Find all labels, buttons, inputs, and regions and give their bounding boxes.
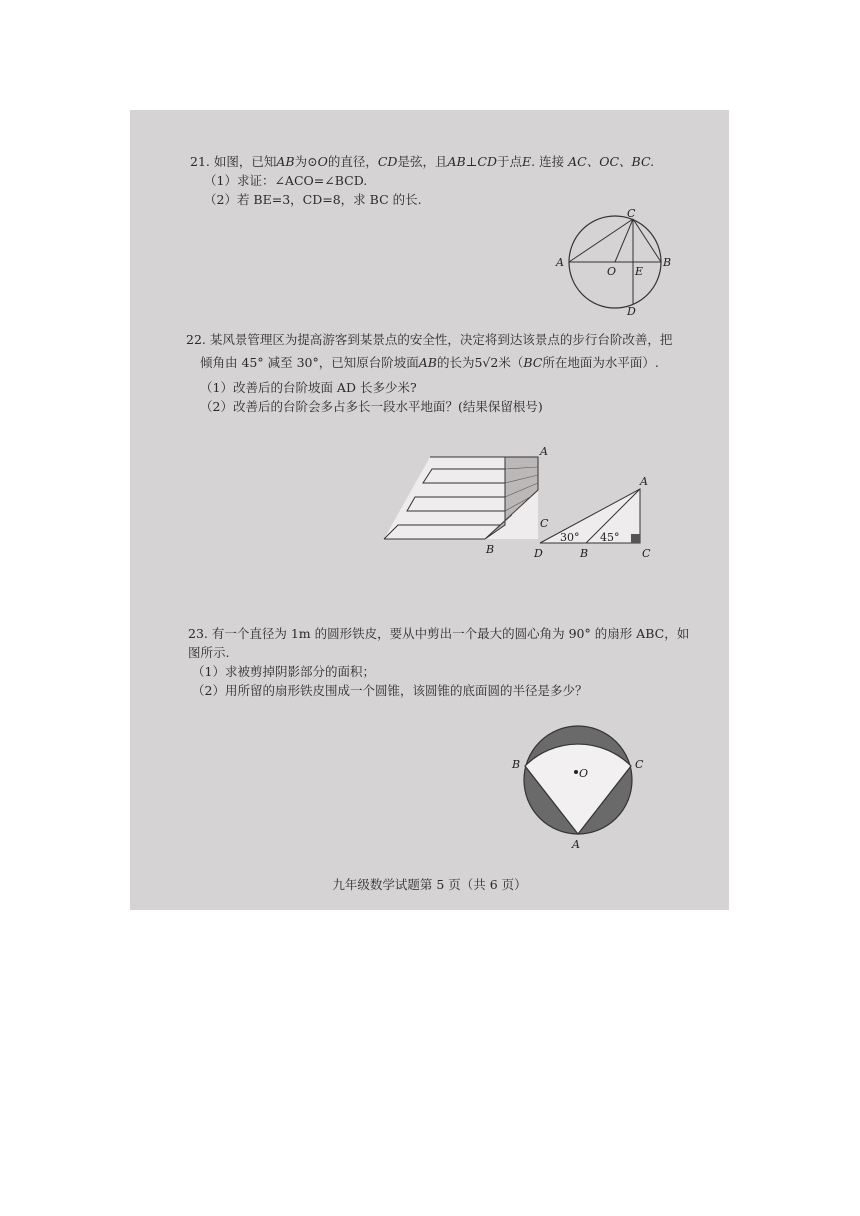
q21-stem-text: 连接 bbox=[539, 154, 565, 169]
question-23 bbox=[188, 624, 689, 700]
q23-label-a: A bbox=[572, 838, 580, 851]
q23-label-o: O bbox=[579, 767, 589, 780]
q22-part-1: （1）改善后的台阶坡面 AD 长多少米? bbox=[200, 380, 417, 395]
q22-tri-label-d: D bbox=[534, 547, 543, 560]
q22-bc: BC bbox=[523, 355, 543, 370]
exam-page bbox=[130, 110, 729, 910]
q23-stem-line-1: 23. 有一个直径为 1m 的圆形铁皮，要从中剪出一个最大的圆心角为 90° 的扇形 ABC，如 bbox=[188, 626, 690, 641]
q21-stem bbox=[190, 152, 654, 171]
q22-stairs-figure bbox=[380, 445, 550, 560]
q21-segment-ac bbox=[569, 219, 633, 262]
q21-ab: AB bbox=[276, 154, 295, 169]
q22-length: 5√2 bbox=[474, 355, 499, 370]
q21-label-o: O bbox=[607, 265, 617, 278]
q21-circle-figure bbox=[555, 207, 675, 318]
q22-tri-label-a: A bbox=[640, 475, 648, 488]
q23-stem-line-2: 图所示. bbox=[188, 645, 230, 660]
q22-angle-30: 30° bbox=[560, 531, 580, 544]
q22-tri-label-c: C bbox=[642, 547, 651, 560]
q22-stem-text: 所在地面为水平面）. bbox=[542, 355, 659, 370]
q21-stem-text: 的直径， bbox=[327, 154, 378, 169]
q21-stem-text: 于点 bbox=[497, 154, 523, 169]
q22-part-2: （2）改善后的台阶会多占多长一段水平地面？(结果保留根号) bbox=[200, 399, 543, 414]
q21-label-e: E bbox=[635, 265, 644, 278]
q21-part-1: （1）求证：∠ACO=∠BCD. bbox=[204, 173, 368, 188]
q21-number: 21. bbox=[190, 154, 210, 169]
q23-sector-figure bbox=[508, 720, 648, 850]
q22-right-angle-mark bbox=[631, 534, 640, 543]
q21-label-b: B bbox=[663, 256, 672, 269]
q21-label-d: D bbox=[627, 305, 636, 318]
q21-label-a: A bbox=[556, 256, 564, 269]
q21-list: AC、OC、BC. bbox=[568, 154, 655, 169]
q22-stairs-label-a: A bbox=[540, 445, 548, 458]
q22-triangle-figure bbox=[528, 475, 658, 560]
q22-stem-line-2 bbox=[186, 353, 672, 372]
q21-e: E. bbox=[522, 154, 536, 169]
q21-perp: AB⊥CD bbox=[447, 154, 498, 169]
q22-angle-45: 45° bbox=[600, 531, 620, 544]
q22-stairs-label-b: B bbox=[486, 543, 495, 556]
q22-triangle-adc bbox=[540, 489, 640, 543]
q22-tri-label-b: B bbox=[580, 547, 589, 560]
q22-stem-line-1: 22. 某风景管理区为提高游客到某景点的安全性，决定将到达该景点的步行台阶改善，把 bbox=[186, 332, 673, 347]
q21-segment-bc bbox=[633, 219, 661, 262]
q22-stairs-label-c: C bbox=[540, 517, 549, 530]
question-21 bbox=[190, 152, 654, 209]
q22-ab: AB bbox=[418, 355, 437, 370]
q21-stem-text: 是弦，且 bbox=[397, 154, 448, 169]
q23-part-1: （1）求被剪掉阴影部分的面积； bbox=[192, 664, 375, 679]
q21-label-c: C bbox=[627, 207, 636, 220]
q21-part-2: （2）若 BE=3，CD=8，求 BC 的长. bbox=[204, 192, 422, 207]
q23-part-2: （2）用所留的扇形铁皮围成一个圆锥，该圆锥的底面圆的半径是多少？ bbox=[192, 683, 588, 698]
page-footer: 九年级数学试题第 5 页（共 6 页） bbox=[332, 877, 527, 892]
q21-cd: CD bbox=[377, 154, 398, 169]
q22-stem-text: 倾角由 45° 减至 30°，已知原台阶坡面 bbox=[200, 355, 419, 370]
q21-stem-text: 为⊙ bbox=[294, 154, 318, 169]
q23-center-point bbox=[574, 770, 578, 774]
q23-label-b: B bbox=[512, 758, 521, 771]
q22-stem-text: 米（ bbox=[498, 355, 524, 370]
q23-label-c: C bbox=[635, 758, 644, 771]
q21-o: O bbox=[317, 154, 328, 169]
question-22 bbox=[186, 330, 672, 416]
q21-stem-text: 如图，已知 bbox=[213, 154, 277, 169]
q22-stem-text: 的长为 bbox=[436, 355, 475, 370]
